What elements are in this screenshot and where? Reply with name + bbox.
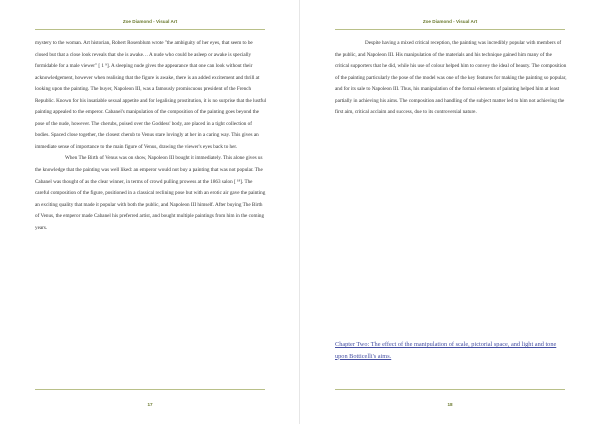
- paragraph: mystery to the woman. Art historian, Robert Rosenblum wrote "the ambiguity of her eyes, that seem to be closed but that a close look reveals that she is awake… A nude who could be asleep or awake is specially formidable for a male viewer" [ 1 ⁹]. A sleeping nude gives the appearance that one can look without their acknowledgement, however when realising that the figure is awake, there is an added excitement and thrill at looking upon the painting. The buyer, Napoleon III, was a famously promiscuous president of the French Republic. Known for his insatiable sexual appetite and for legalising prostitution, it is no surprise that the lustful painting appealed to the emperor. Cabanel's manipulation of the composition of the painting goes beyond the pose of the nude, however. The cherubs, poised over the Goddess' body, are placed in a tight collection of bodies. Spaced close together, the closest cherub to Venus stare lovingly at her in a caring way. This gives an immediate sense of importance to the main figure of Venus, drawing the viewer's eyes back to her.: [35, 40, 267, 150]
- header-rule: [35, 29, 265, 30]
- page-number: 17: [147, 402, 153, 407]
- paragraph: Despite having a mixed critical reception, the painting was incredibly popular with members of the public, and Napoleon III. His manipulation of the materials and his technique gained him many of the critical supporters that he did, while his use of colour helped him to convey the ideal of beauty. The composition of the painting particularly the pose of the model was one of the key features for making the painting so popular, and for its sale to Napoleon III. Thus, his manipulation of the formal elements of painting helped him at least partially in achieving his aims. The composition and handling of the subject matter led to him not achieving the first aim, critical acclaim and success, due to its controversial nature.: [335, 40, 567, 116]
- running-head: Zoe Diamond - Visual Art: [122, 19, 178, 24]
- chapter-heading[interactable]: Chapter Two: The effect of the manipulation of scale, pictorial space, and light and tone upon Botticelli's aims.: [335, 341, 557, 360]
- page-number: 18: [447, 402, 453, 407]
- body-text: [335, 38, 567, 119]
- body-text: [35, 38, 267, 234]
- running-head: Zoe Diamond - Visual Art: [422, 19, 478, 24]
- paragraph: When The Birth of Venus was on show, Napoleon III bought it immediately. This alone gives us the knowledge that the painting was well liked: an emperor would not buy a painting that was not popular. The Cabanel was thought of as the clear winner, in terms of crowd pulling prowess at the 1863 salon [ ¹⁸]. The careful composition of the figure, positioned in a classical reclining pose but with an erotic air gave the painting an exciting quality that made it popular with both the public, and Napoleon III himself. After buying The Birth of Venus, the emperor made Cabanel his preferred artist, and bought multiple paintings from him in the coming years.: [35, 155, 266, 231]
- footer-rule: [35, 389, 265, 390]
- header-rule: [335, 29, 565, 30]
- footer-rule: [335, 389, 565, 390]
- right-page: [300, 0, 600, 424]
